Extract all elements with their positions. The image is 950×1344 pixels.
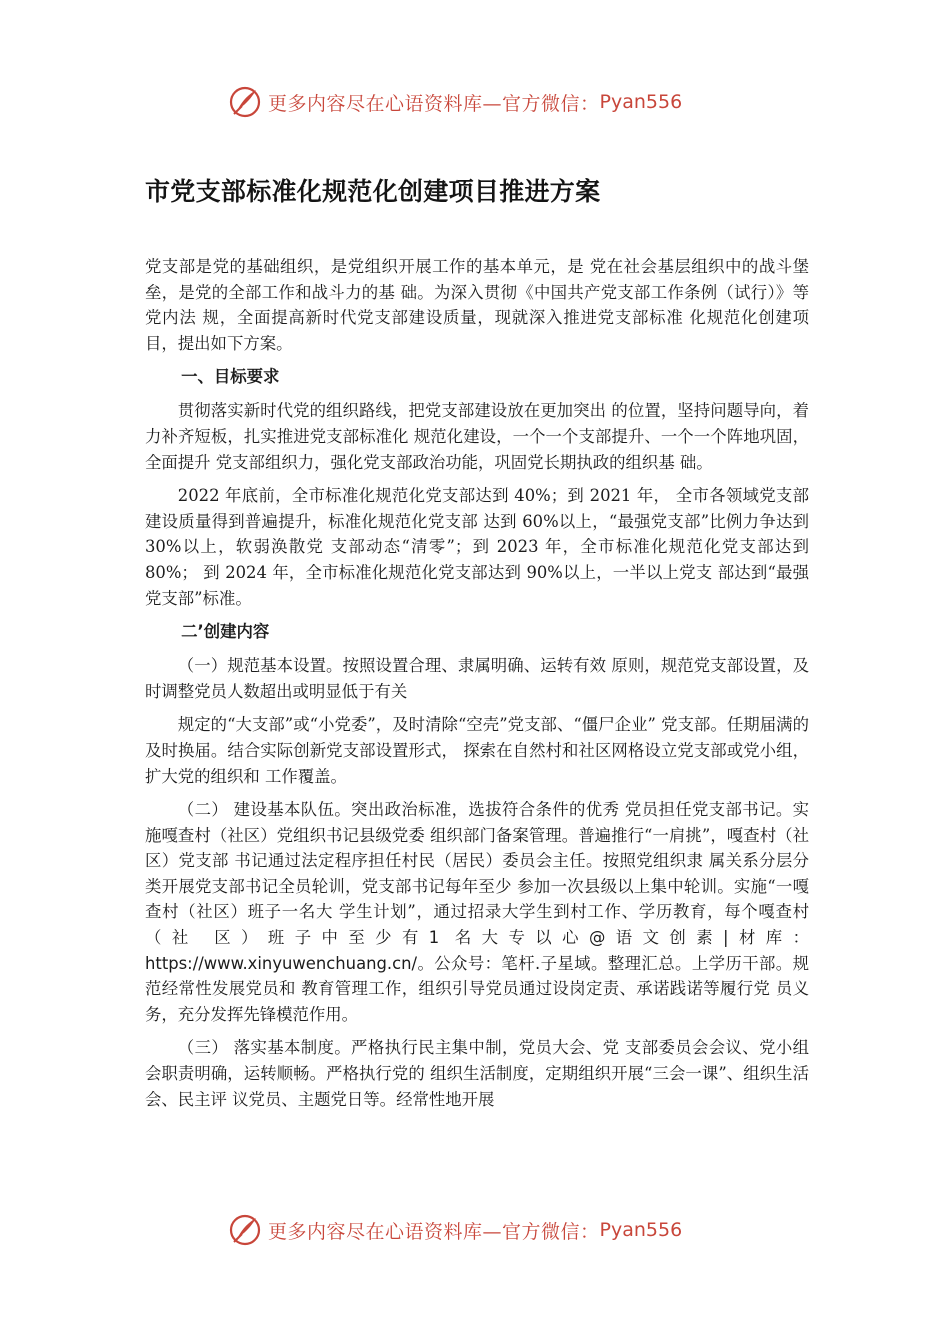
item-2-text: （二） 建设基本队伍。突出政治标准，选拔符合条件的优秀 党员担任党支部书记。实施嘎查村（社区）党组织书记县级党委 组织部门备案管理。普遍推行“一肩挑”，嘎查村（社区）党支部 书记通过法定程序担任村民（居民）委员会主任。按照党组织隶 属关系分层分类开展党支部书记全员轮训，党支部书记每年至少 参加一次县级以上集中轮训。实施“一嘎查村（社区）班子一名大 学生计划”，通过招录大学生到村工作、学历教育，每个嘎查村（社 区）班子中至少有 <box>145 800 809 948</box>
item-2-paragraph <box>145 797 809 1027</box>
item-3-paragraph: （三） 落实基本制度。严格执行民主集中制，党员大会、党 支部委员会会议、党小组会职责明确，运转顺畅。严格执行党的 组织生活制度，定期组织开展“三会一课”、组织生活会、民主评 议党员、主题党日等。经常性地开展 <box>145 1038 809 1109</box>
intro-paragraph: 党支部是党的基础组织，是党组织开展工作的基本单元，是 党在社会基层组织中的战斗堡垒，是党的全部工作和战斗力的基 础。为深入贯彻《中国共产党支部工作条例（试行）》等党内法 规，全面提高新时代党支部建设质量，现就深入推进党支部标准 化规范化创建项目，提出如下方案。 <box>145 257 809 353</box>
banner-wechat-id: Pyan556 <box>599 1219 683 1241</box>
banner-site-text: 更多内容尽在心语资料库—官方微信： <box>268 1220 600 1243</box>
banner-wechat-id: Pyan556 <box>599 91 683 113</box>
banner-site-text: 更多内容尽在心语资料库—官方微信： <box>268 92 600 115</box>
goals-paragraph-1: 贯彻落实新时代党的组织路线，把党支部建设放在更加突出 的位置，坚持问题导向，着力补齐短板，扎实推进党支部标准化 规范化建设，一个一个支部提升、一个一个阵地巩固，全面提升 党支部组织力，强化党支部政治功能，巩固党长期执政的组织基 础。 <box>145 401 809 472</box>
item-2-text-end: 规范经常性发展党员和 教育管理工作，组织引导党员通过设岗定责、承诺践诺等履行党 员义务，充分发挥先锋模范作用。 <box>145 953 809 1024</box>
section-heading-goals: 一、目标要求 <box>181 367 280 387</box>
quill-logo-icon <box>228 1213 262 1247</box>
item-1-paragraph-a: （一）规范基本设置。按照设置合理、隶属明确、运转有效 原则，规范党支部设置，及时调整党员人数超出或明显低于有关 <box>145 656 809 701</box>
item-2-watermark-text: 1 名大专以心@语文创素|材库：https://www.xinyuwenchuang.cn/。公众号：笔杆.子星域。整理汇总。上学历干部。 <box>145 928 809 973</box>
section-heading-content: 二’创建内容 <box>181 622 270 642</box>
quill-logo-icon <box>228 85 262 119</box>
header-banner <box>228 84 748 120</box>
document-title: 市党支部标准化规范化创建项目推进方案 <box>145 177 601 206</box>
document-body <box>145 254 809 1120</box>
item-1-paragraph-b: 规定的“大支部”或“小党委”，及时清除“空壳”党支部、“僵尸企业” 党支部。任期届满的及时换届。结合实际创新党支部设置形式， 探索在自然村和社区网格设立党支部或党小组，扩大党的组织和 工作覆盖。 <box>145 715 809 786</box>
goals-paragraph-2: 2022 年底前，全市标准化规范化党支部达到 40%；到 2021 年， 全市各领域党支部建设质量得到普遍提升，标准化规范化党支部 达到 60%以上，“最强党支部”比例力争达到 30%以上，软弱涣散党 支部动态“清零”；到 2023 年，全市标准化规范化党支部达到 80%； 到 2024 年，全市标准化规范化党支部达到 90%以上，一半以上党支 部达到“最强党支部”标准。 <box>145 486 809 608</box>
footer-banner <box>228 1212 748 1248</box>
